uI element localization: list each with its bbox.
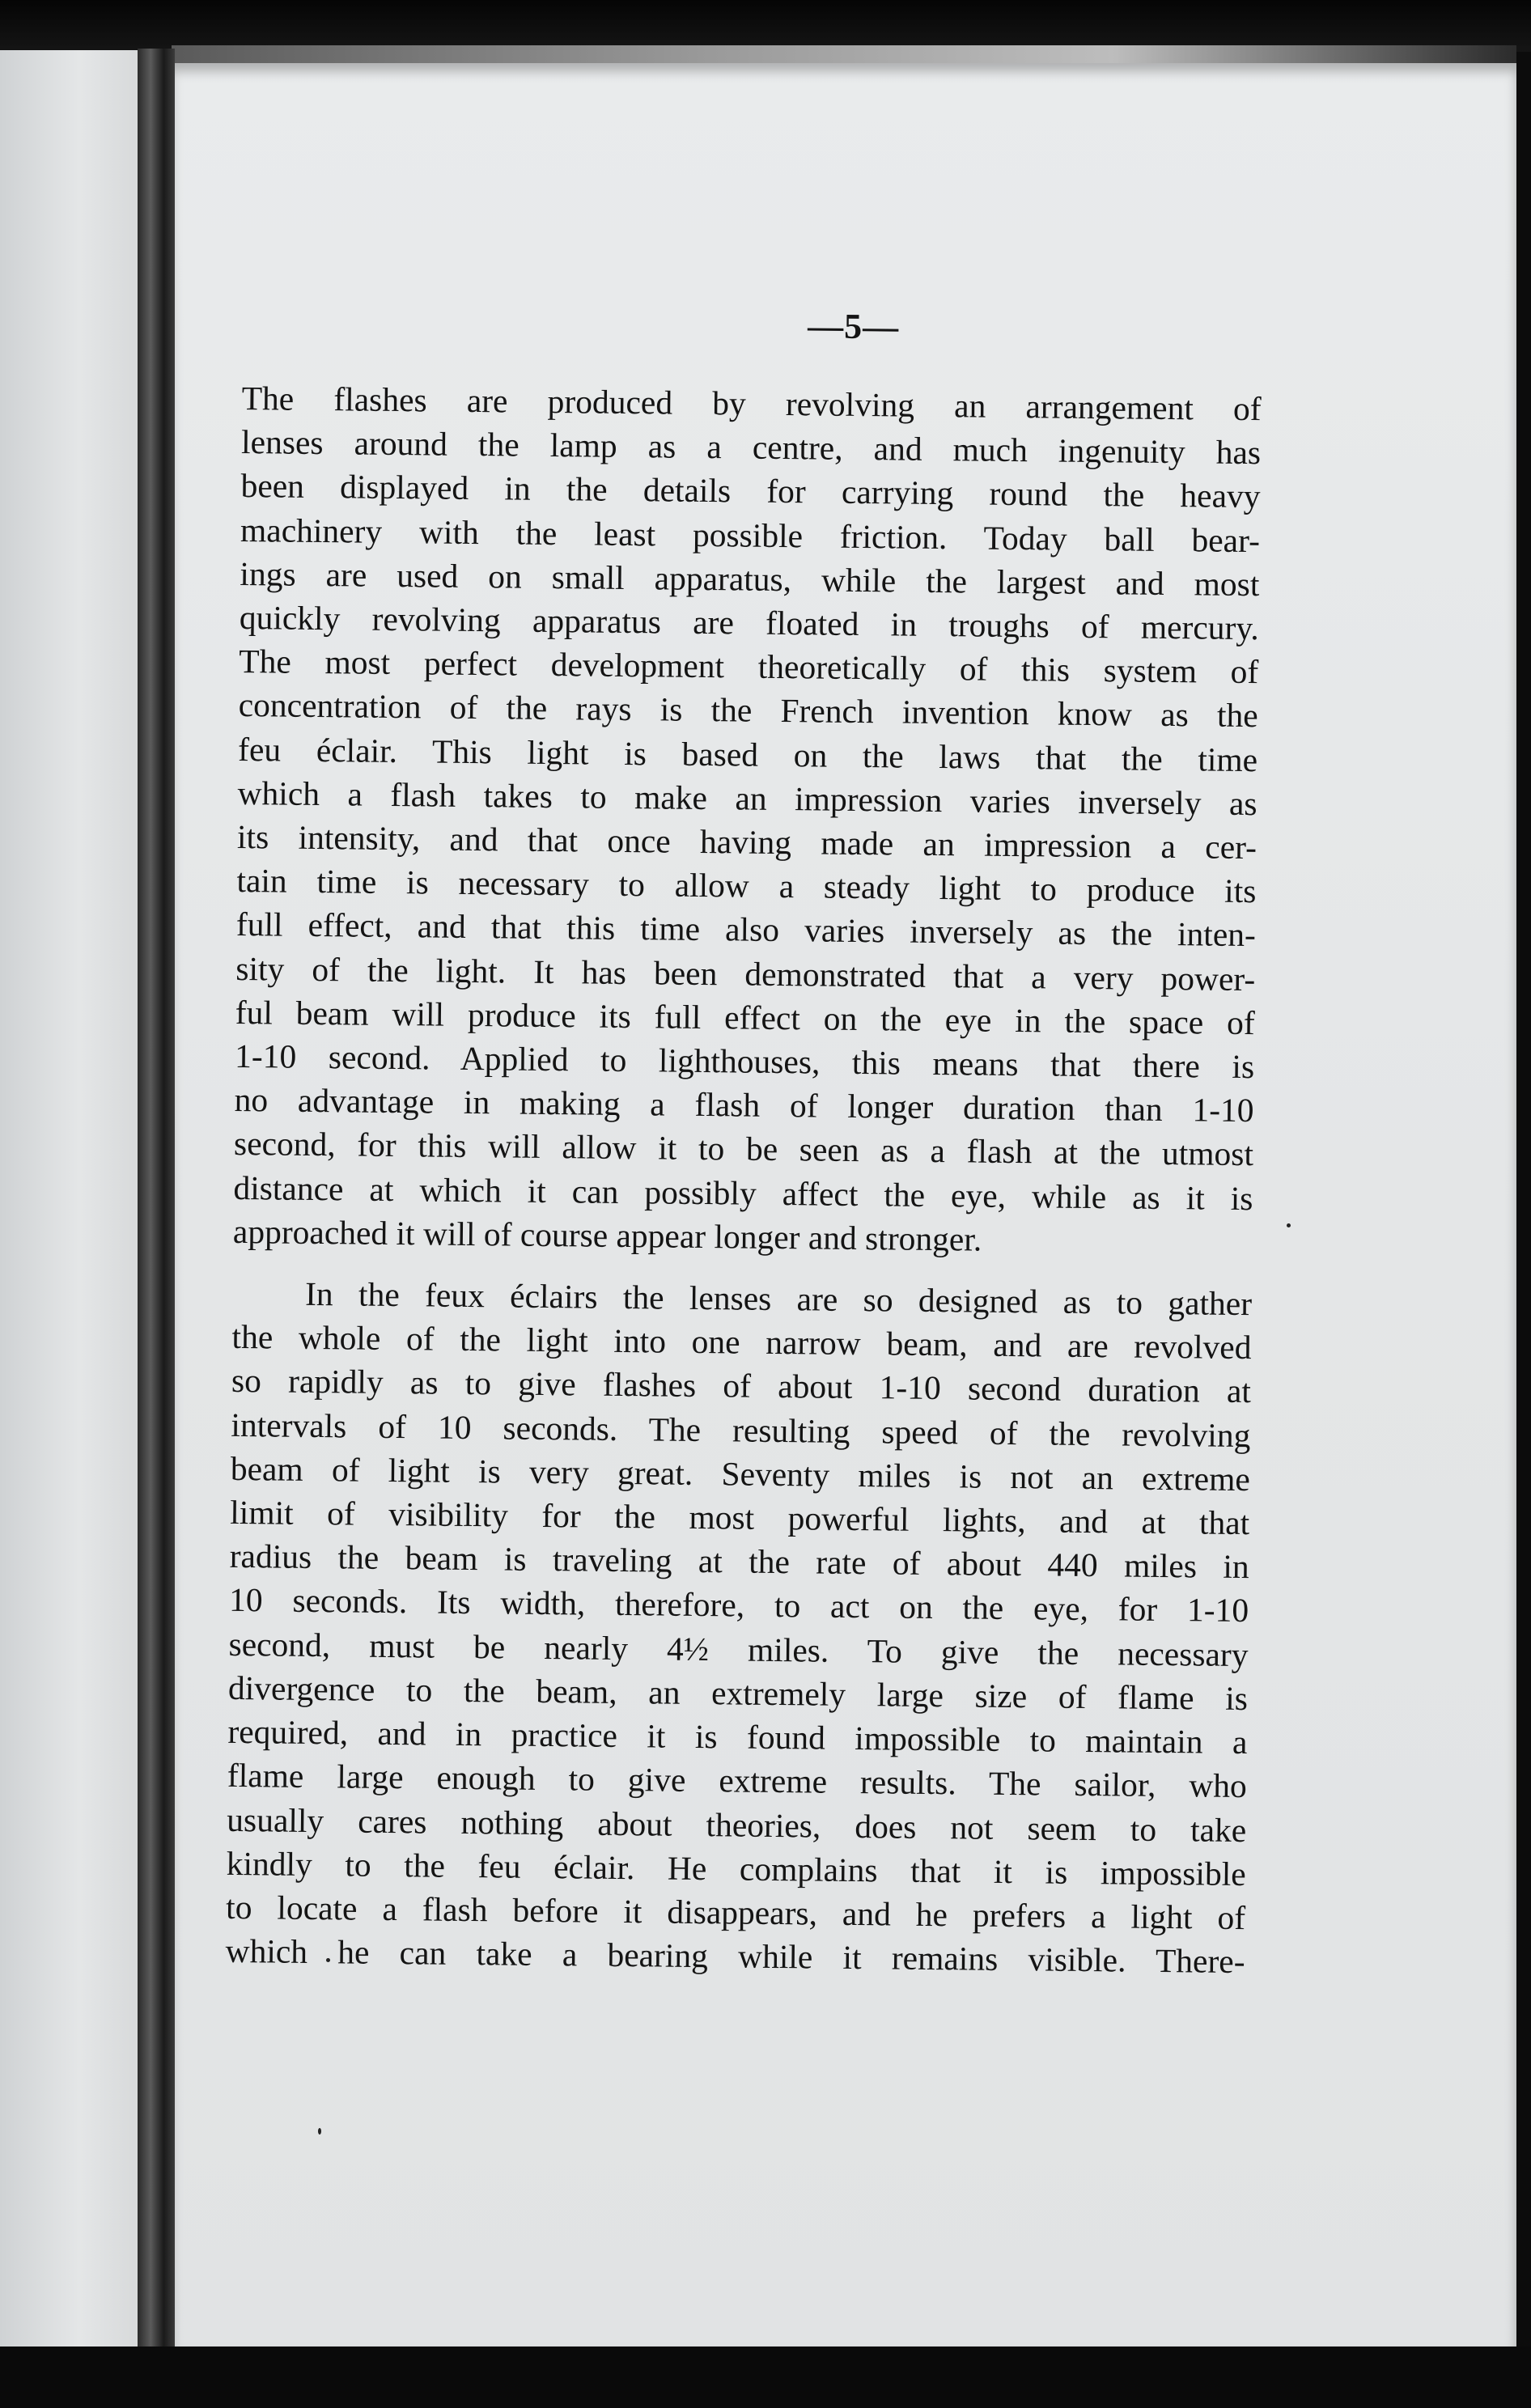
text-line: sity of the light. It has been demonstrated that a very power-	[235, 949, 1256, 998]
text-line: intervals of 10 seconds. The resulting speed of the revolving	[231, 1405, 1251, 1454]
text-line: tain time is necessary to allow a steady light to produce its	[236, 862, 1257, 910]
paragraph-2	[225, 1271, 1252, 1983]
text-line: ful beam will produce its full effect on the eye in the space of	[235, 993, 1255, 1041]
text-line: its intensity, and that once having made an impression a cer-	[236, 817, 1257, 867]
text-line: kindly to the feu éclair. He complains that it is impossible	[226, 1844, 1246, 1893]
page-number: —5—	[807, 306, 900, 347]
text-line: no advantage in making a flash of longer duration than 1-10	[234, 1081, 1254, 1130]
text-line: distance at which it can possibly affect the eye, while as it is	[233, 1168, 1253, 1217]
text-line: lenses around the lamp as a centre, and much ingenuity has	[240, 423, 1262, 472]
text-line: full effect, and that this time also varies inversely as the inten-	[235, 905, 1257, 954]
text-line: concentration of the rays is the French invention know as the	[238, 686, 1258, 735]
text-line: beam of light is very great. Seventy miles is not an extreme	[230, 1449, 1251, 1498]
text-line: divergence to the beam, an extremely large size of flame is	[227, 1668, 1249, 1717]
text-line: ings are used on small apparatus, while the largest and most	[240, 554, 1260, 603]
text-line: The flashes are produced by revolving an arrangement of	[241, 379, 1262, 428]
speck-mark	[318, 2128, 321, 2135]
text-line: limit of visibility for the most powerful lights, and at that	[230, 1493, 1250, 1542]
text-line: 1-10 second. Applied to lighthouses, this means that there is	[234, 1037, 1255, 1086]
text-line: The most perfect development theoretically of this system of	[239, 642, 1259, 691]
text-line: second, for this will allow it to be seen as a flash at the utmost	[233, 1125, 1254, 1173]
text-line: second, must be nearly 4½ miles. To give the necessary	[228, 1625, 1249, 1673]
paragraph-1	[233, 376, 1262, 1264]
text-line: approached it will of course appear longer and stronger.	[232, 1212, 982, 1258]
text-line: feu éclair. This light is based on the laws that the time	[237, 730, 1258, 778]
binding-gutter-shadow	[138, 49, 175, 2368]
text-line: usually cares nothing about theories, does not seem to take	[227, 1800, 1247, 1849]
text-line: quickly revolving apparatus are floated in troughs of mercury.	[239, 598, 1260, 647]
text-line: required, and in practice it is found impossible to maintain a	[227, 1712, 1248, 1761]
text-line: 10 seconds. Its width, therefore, to act on the eye, for 1-10	[228, 1581, 1249, 1630]
text-line: In the feux éclairs the lenses are so designed as to gather	[304, 1274, 1253, 1323]
text-line: the whole of the light into one narrow beam, and are revolved	[231, 1318, 1252, 1367]
scan-top-border	[0, 0, 1531, 52]
text-line: flame large enough to give extreme results. The sailor, who	[227, 1757, 1248, 1805]
text-line: radius the beam is traveling at the rate of about 440 miles in	[229, 1537, 1249, 1586]
text-line: machinery with the least possible friction. Today ball bear-	[240, 511, 1261, 559]
text-line: been displayed in the details for carrying round the heavy	[240, 467, 1261, 515]
page-text-block	[225, 299, 1262, 1983]
text-line: to locate a flash before it disappears, and he prefers a light of	[225, 1888, 1246, 1936]
text-line: so rapidly as to give flashes of about 1-10 second duration at	[231, 1362, 1252, 1410]
speck-mark	[1287, 1223, 1291, 1227]
text-line: which he can take a bearing while it remains visible. There-	[225, 1931, 1245, 1981]
scan-bottom-border	[0, 2347, 1531, 2408]
text-line: which a flash takes to make an impression varies inversely as	[237, 774, 1257, 822]
previous-page-edge	[0, 50, 144, 2361]
